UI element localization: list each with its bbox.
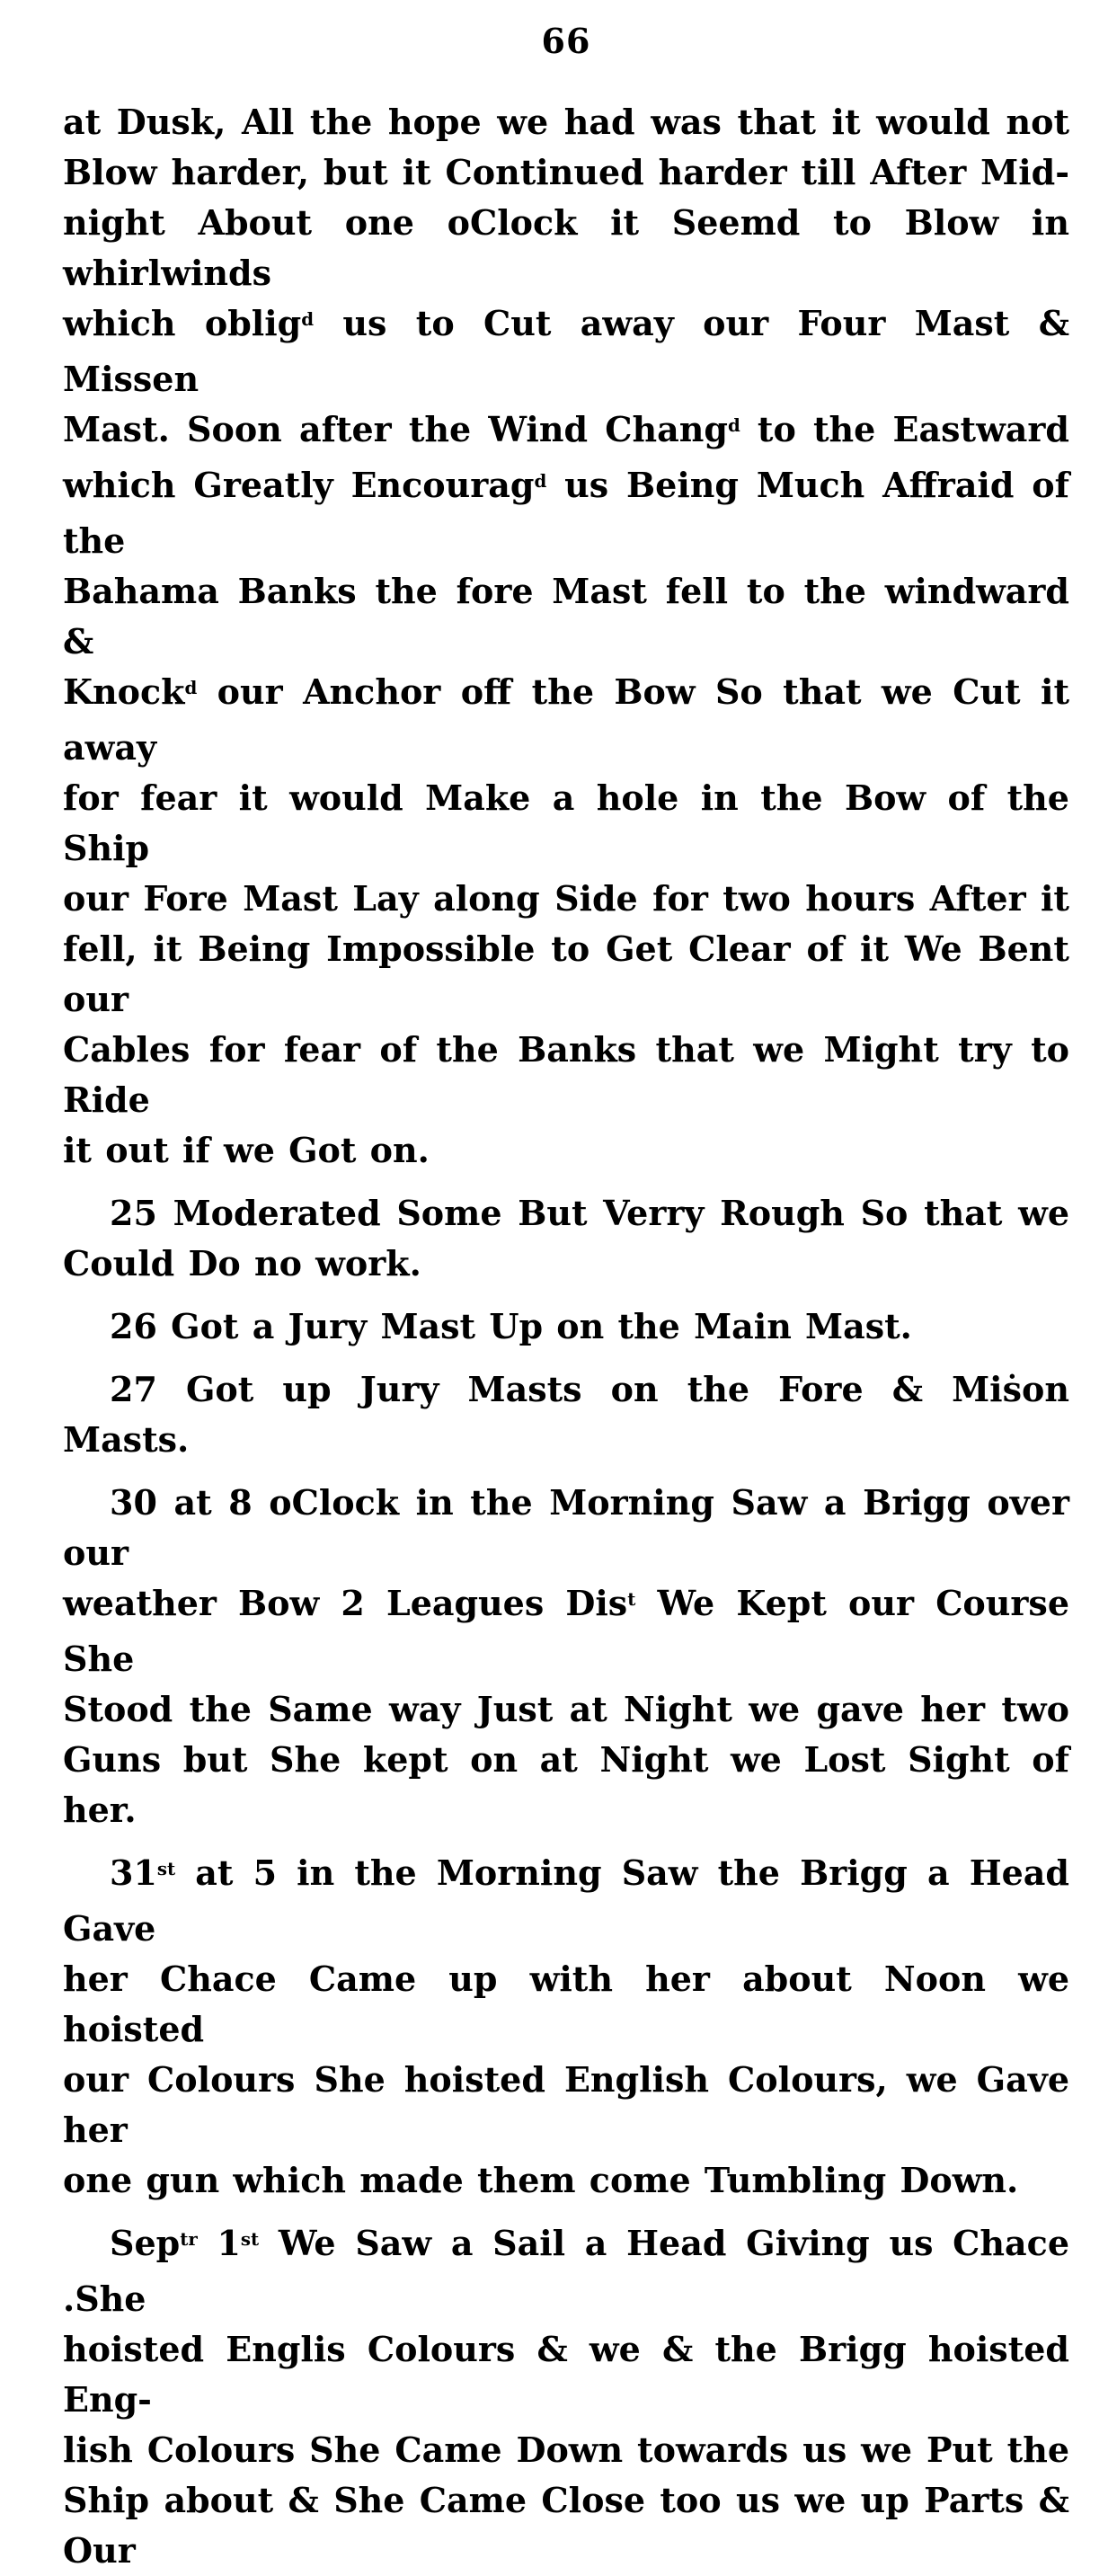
text-line: 26 Got a Jury Mast Up on the Main Mast. [110,1306,912,1346]
text-line: Could Do no work. [63,1243,421,1284]
text-line: Bahama Banks the fore Mast fell to the windward & [63,571,1069,662]
text-line: Sep$^{tr}$ 1st We Saw a Sail a Head Giving us Chace .She [63,2223,1069,2319]
text-line: 25 Moderated Some But Verry Rough So that we [110,1193,1069,1233]
paragraph [63,1188,1069,1289]
superscript: d [301,308,315,331]
page-text [63,97,1069,2576]
text-line: it out if we Got on. [63,1130,430,1170]
text-line: Guns but She kept on at Night we Lost Sight of her. [63,1739,1069,1830]
superscript: d [727,414,740,437]
text-line: which Greatly Encourag$^d$ us Being Much Affraid of the [63,465,1069,561]
superscript: d [184,677,198,699]
text-line: Stood the Same way Just at Night we gave her two [63,1689,1069,1729]
paragraph [63,1478,1069,1835]
superscript: st [156,1858,176,1880]
text-line: fell, it Being Impossible to Get Clear of it We Bent our [63,928,1069,1019]
paragraph [63,1364,1069,1465]
text-line: lish Colours She Came Down towards us we Put the [63,2429,1069,2470]
superscript: t [627,1588,636,1611]
paragraph [63,97,1069,1176]
superscript: d [534,470,547,493]
text-line: 27 Got up Jury Masts on the Fore & Miṡon Masts. [63,1369,1069,1460]
text-line: at Dusk, All the hope we had was that it would not [63,102,1069,142]
text-line: hoisted Englis Colours & we & the Brigg hoisted Eng- [63,2329,1069,2420]
text-line: Cables for fear of the Banks that we Might try to Ride [63,1029,1069,1120]
text-line: our Colours She hoisted English Colours, we Gave her [63,2059,1069,2150]
text-line: Mast. Soon after the Wind Chang$^d$ to the Eastward [63,409,1069,449]
text-line: one gun which made them come Tumbling Down. [63,2160,1019,2200]
paragraph [63,1301,1069,1352]
paragraph [63,2218,1069,2576]
text-line: our Fore Mast Lay along Side for two hours After it [63,878,1069,919]
page-number: 66 [541,21,591,61]
text-line: weather Bow 2 Leagues Dis$^t$ We Kept our Course She [63,1583,1069,1679]
text-line: Ship about & She Came Close too us we up Parts & Our [63,2480,1069,2571]
text-line: Blow harder, but it Continued harder till After Mid- [63,152,1069,192]
superscript: tr [180,2228,198,2251]
superscript: st [240,2228,260,2251]
text-line: for fear it would Make a hole in the Bow of the Ship [63,777,1069,868]
text-line: which oblig$^d$ us to Cut away our Four Mast & Missen [63,303,1069,399]
text-line: 30 at 8 oClock in the Morning Saw a Brigg over our [63,1482,1069,1573]
text-line: Knock$^d$ our Anchor off the Bow So that we Cut it away [63,671,1069,768]
paragraph [63,1848,1069,2206]
text-line: 31st at 5 in the Morning Saw the Brigg a Head Gave [63,1852,1069,1949]
text-line: her Chace Came up with her about Noon we hoisted [63,1959,1069,2049]
text-line: night About one oClock it Seemd to Blow in whirlwinds [63,202,1069,293]
